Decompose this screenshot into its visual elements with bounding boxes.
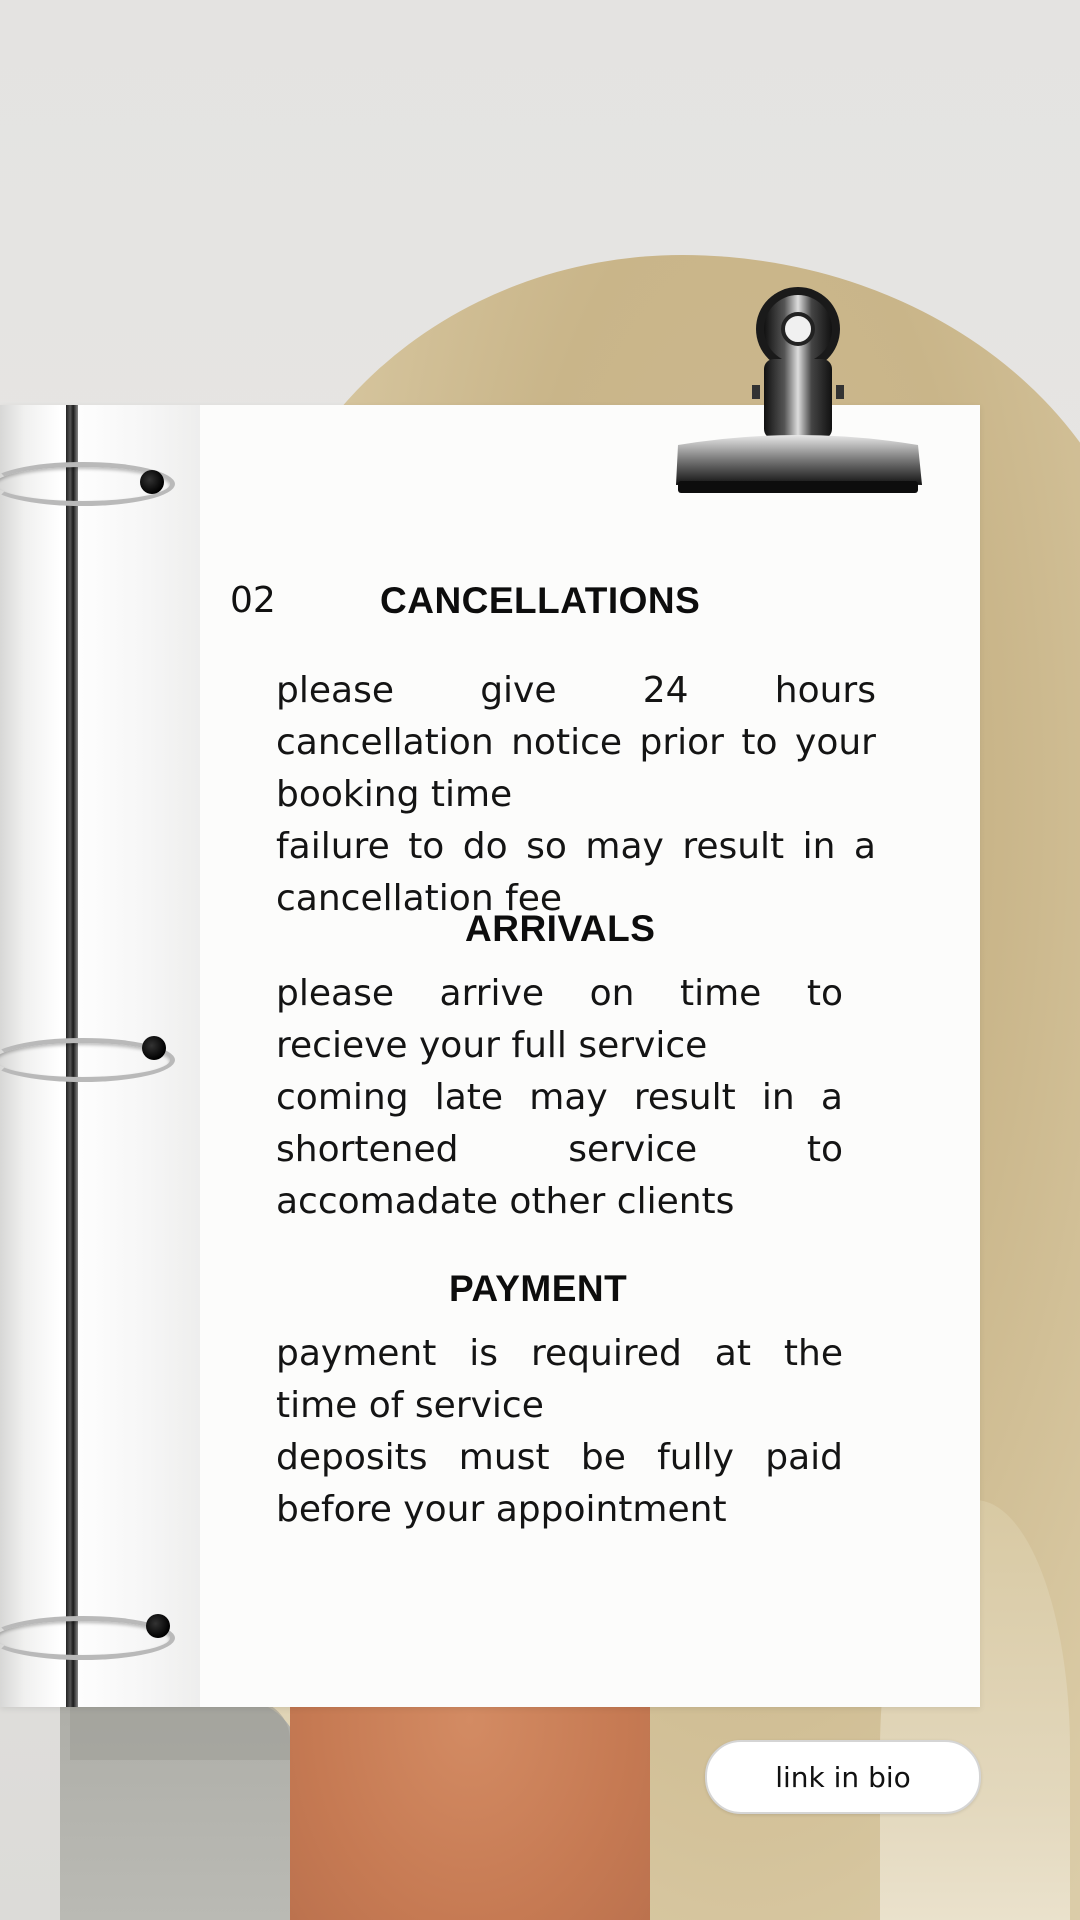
payment-line-2: deposits must be fully paid before your appointment [276,1437,843,1530]
link-in-bio-button[interactable]: link in bio [705,1740,981,1814]
arrivals-text [276,968,843,1228]
cancellations-heading: CANCELLATIONS [380,580,701,621]
ring-hole-middle [142,1036,166,1060]
cancellations-text [276,665,876,925]
ring-hole-top [140,470,164,494]
cancellations-line-2: failure to do so may result in a cancellation fee [276,826,876,919]
payment-text [276,1328,843,1536]
shirt-shadow [70,1700,290,1760]
cancellations-line-1: please give 24 hours cancellation notice prior to your booking time [276,670,876,815]
arrivals-line-2: coming late may result in a shortened service to accomadate other clients [276,1077,843,1222]
arrivals-line-1: please arrive on time to recieve your full service [276,973,843,1066]
payment-heading: PAYMENT [449,1268,628,1309]
payment-line-1: payment is required at the time of service [276,1333,843,1426]
ring-hole-bottom [146,1614,170,1638]
bulldog-clip-icon [672,285,924,500]
section-number: 02 [230,580,276,621]
arrivals-heading: ARRIVALS [465,908,656,949]
